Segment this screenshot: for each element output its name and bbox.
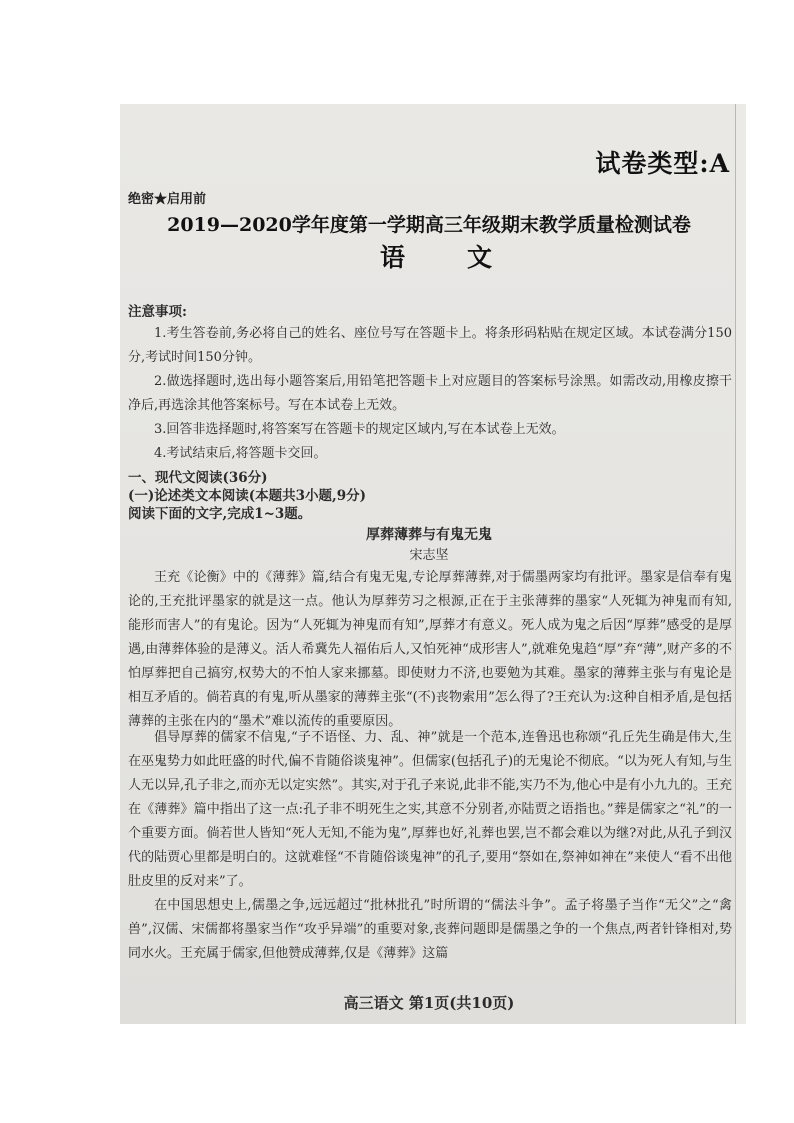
scanned-page	[120, 104, 746, 1024]
subsection-heading: (一)论述类文本阅读(本题共3小题,9分)	[128, 488, 367, 504]
article-paragraph: 在中国思想史上,儒墨之争,远远超过“批林批孔”时所谓的“儒法斗争”。孟子将墨子当作“无父”之“禽兽”,汉儒、宋儒都将墨家当作“攻乎异端”的重要对象,丧葬问题即是儒墨之争的一个焦点,两者针锋相对,势同水火。王充属于儒家,但他赞成薄葬,仅是《薄葬》这篇	[128, 898, 732, 961]
notice-item: 2.做选择题时,选出每小题答案后,用铅笔把答题卡上对应题目的答案标号涂黑。如需改动,用橡皮擦干净后,再选涂其他答案标号。写在本试卷上无效。	[128, 374, 732, 413]
notice-item: 4.考试结束后,将答题卡交回。	[154, 446, 327, 461]
secret-mark: 绝密★启用前	[128, 192, 207, 207]
article-author: 宋志坚	[409, 548, 449, 563]
subject-title: 语文	[380, 243, 555, 272]
article-title: 厚葬薄葬与有鬼无鬼	[366, 527, 492, 543]
article-paragraph: 王充《论衡》中的《薄葬》篇,结合有鬼无鬼,专论厚葬薄葬,对于儒墨两家均有批评。墨家是信奉有鬼论的,王充批评墨家的就是这一点。他认为厚葬劳习之根源,正在于主张薄葬的墨家“人死辄为神鬼而有知,能形而害人”的有鬼论。因为“人死辄为神鬼而有知”,厚葬才有意义。死人成为鬼之后因“厚葬”感受的是厚遇,由薄葬体验的是薄义。活人希冀先人福佑后人,又怕死神“成形害人”,就难免鬼趋“厚”弃“薄”,财产多的不怕厚葬把自己搞穷,权势大的不怕人家来挪墓。即使财力不济,也要勉为其难。墨家的薄葬主张与有鬼论是相互矛盾的。倘若真的有鬼,听从墨家的薄葬主张“(不)丧物索用”怎么得了?王充认为:这种自相矛盾,是包括薄葬的主张在内的“墨术”难以流传的重要原因。	[128, 570, 732, 729]
notice-item: 1.考生答卷前,务必将自己的姓名、座位号写在答题卡上。将条形码粘贴在规定区域。本试卷满分150分,考试时间150分钟。	[128, 326, 732, 365]
article-paragraph: 倡导厚葬的儒家不信鬼,“子不语怪、力、乱、神”就是一个范本,连鲁迅也称颂“孔丘先生确是伟大,生在巫鬼势力如此旺盛的时代,偏不肯随俗谈鬼神”。但儒家(包括孔子)的无鬼论不彻底。“以为死人有知,与生人无以异,孔子非之,而亦无以定实然”。其实,对于孔子来说,此非不能,实乃不为,他心中是有小九九的。王充在《薄葬》篇中指出了这一点:孔子非不明死生之实,其意不分别者,亦陆贾之语指也。”葬是儒家之“礼”的一个重要方面。倘若世人皆知“死人无知,不能为鬼”,厚葬也好,礼葬也罢,岂不都会难以为继?对此,从孔子到汉代的陆贾心里都是明白的。这就难怪“不肯随俗谈鬼神”的孔子,要用“祭如在,祭神如神在”来使人“看不出他肚皮里的反对来”了。	[128, 730, 732, 889]
page-footer: 高三语文 第1页(共10页)	[343, 994, 515, 1012]
exam-title: 2019—2020学年度第一学期高三年级期末教学质量检测试卷	[167, 214, 691, 236]
notice-item: 3.回答非选择题时,将答案写在答题卡的规定区域内,写在本试卷上无效。	[154, 422, 565, 437]
instruction-text: 阅读下面的文字,完成1~3题。	[128, 506, 312, 522]
next-page-edge	[735, 104, 746, 1024]
section-heading: 一、现代文阅读(36分)	[128, 470, 268, 486]
paper-type-label: 试卷类型:A	[595, 149, 730, 178]
notice-heading: 注意事项:	[128, 304, 187, 320]
